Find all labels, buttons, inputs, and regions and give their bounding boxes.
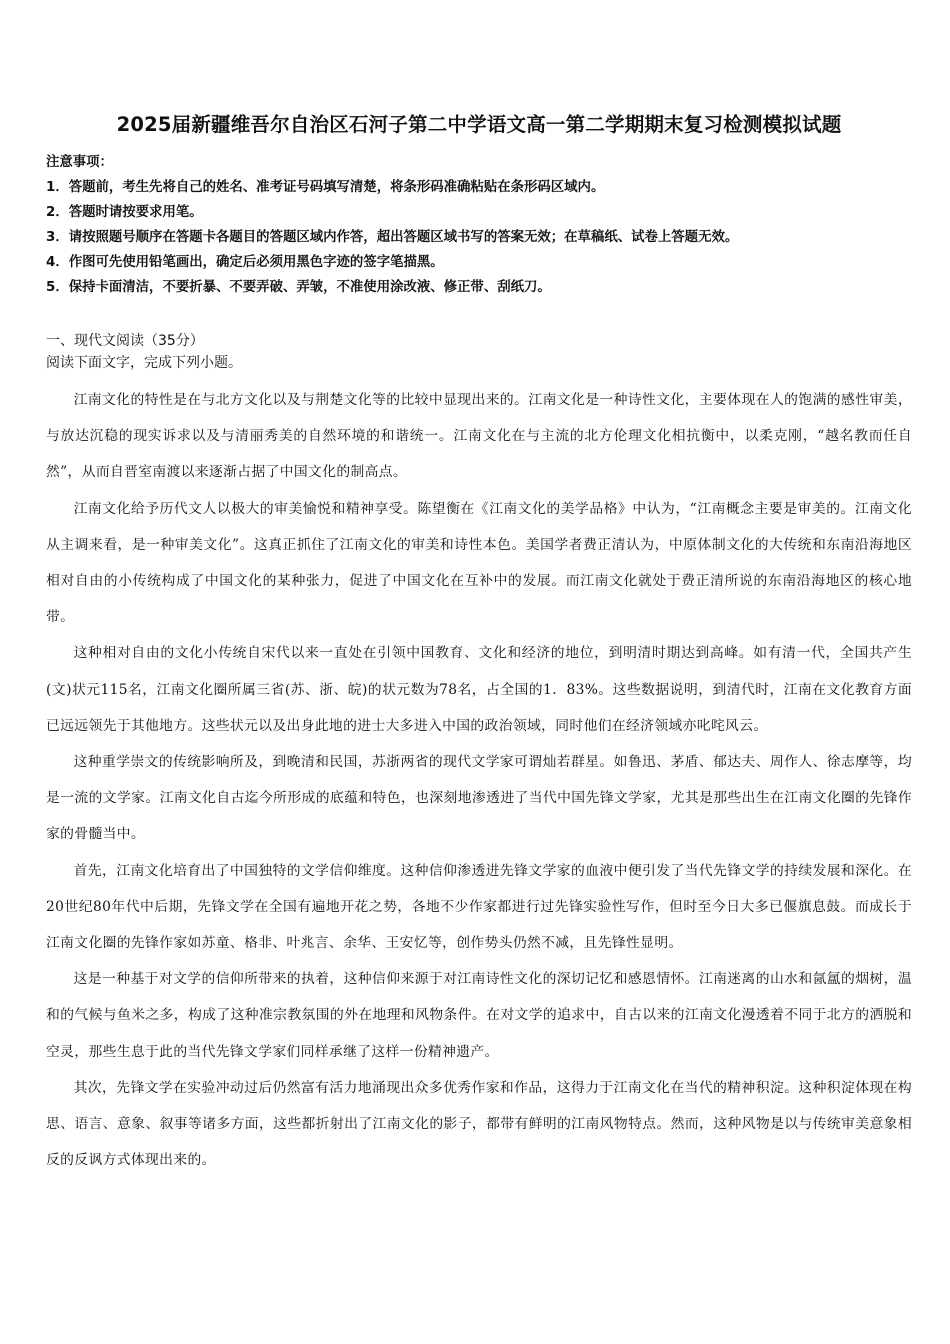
notice-item: 2．答题时请按要求用笔。 <box>46 205 203 220</box>
passage-paragraph: 这种重学崇文的传统影响所及，到晚清和民国，苏浙两省的现代文学家可谓灿若群星。如鲁迅、茅盾、郁达夫、周作人、徐志摩等，均是一流的文学家。江南文化自古迄今所形成的底蕴和特色，也深刻地渗透进了当代中国先锋文学家，尤其是那些出生在江南文化圈的先锋作家的骨髓当中。 <box>46 754 912 843</box>
section-heading: 一、现代文阅读（35分） <box>46 333 204 349</box>
passage-paragraph: 这是一种基于对文学的信仰所带来的执着，这种信仰来源于对江南诗性文化的深切记忆和感恩情怀。江南迷离的山水和氤氲的烟树，温和的气候与鱼米之多，构成了这种准宗教氛围的外在地理和风物条件。在对文学的追求中，自古以来的江南文化漫透着不同于北方的洒脱和空灵，那些生息于此的当代先锋文学家们同样承继了这样一份精神遗产。 <box>46 971 912 1060</box>
reading-passage <box>46 382 912 1178</box>
passage-paragraph: 江南文化的特性是在与北方文化以及与荆楚文化等的比较中显现出来的。江南文化是一种诗性文化，主要体现在人的饱满的感性审美，与放达沉稳的现实诉求以及与清丽秀美的自然环境的和谐统一。江南文化在与主流的北方伦理文化相抗衡中，以柔克刚，“越名教而任自然”，从而自晋室南渡以来逐渐占据了中国文化的制高点。 <box>46 392 912 481</box>
passage-paragraph: 这种相对自由的文化小传统自宋代以来一直处在引领中国教育、文化和经济的地位，到明清时期达到高峰。如有清一代，全国共产生(文)状元115名，江南文化圈所属三省(苏、浙、皖)的状元数为78名，占全国的1．83%。这些数据说明，到清代时，江南在文化教育方面已远远领先于其他地方。这些状元以及出身此地的进士大多进入中国的政治领域，同时他们在经济领域亦叱咤风云。 <box>46 645 912 734</box>
notice-item: 4．作图可先使用铅笔画出，确定后必须用黑色字迹的签字笔描黑。 <box>46 255 444 270</box>
reading-instruction: 阅读下面文字，完成下列小题。 <box>46 355 242 371</box>
notice-item: 5．保持卡面清洁，不要折暴、不要弄破、弄皱，不准使用涂改液、修正带、刮纸刀。 <box>46 280 551 295</box>
notice-heading: 注意事项： <box>46 155 113 170</box>
notice-block <box>46 150 912 300</box>
passage-paragraph: 首先，江南文化培育出了中国独特的文学信仰维度。这种信仰渗透进先锋文学家的血液中便引发了当代先锋文学的持续发展和深化。在20世纪80年代中后期，先锋文学在全国有遍地开花之势，各地不少作家都进行过先锋实验性写作，但时至今日大多已偃旗息鼓。而成长于江南文化圈的先锋作家如苏童、格非、叶兆言、余华、王安忆等，创作势头仍然不减，且先锋性显明。 <box>46 862 912 952</box>
exam-page <box>46 112 912 1178</box>
notice-item: 1．答题前，考生先将自己的姓名、准考证号码填写清楚，将条形码准确粘贴在条形码区域内。 <box>46 180 605 195</box>
exam-title: 2025届新疆维吾尔自治区石河子第二中学语文高一第二学期期末复习检测模拟试题 <box>116 113 842 136</box>
notice-item: 3．请按照题号顺序在答题卡各题目的答题区域内作答，超出答题区域书写的答案无效；在草稿纸、试卷上答题无效。 <box>46 230 739 245</box>
passage-paragraph: 其次，先锋文学在实验冲动过后仍然富有活力地涌现出众多优秀作家和作品，这得力于江南文化在当代的精神积淀。这种积淀体现在构思、语言、意象、叙事等诸多方面，这些都折射出了江南文化的影子，都带有鲜明的江南风物特点。然而，这种风物是以与传统审美意象相反的反讽方式体现出来的。 <box>46 1079 912 1169</box>
passage-paragraph: 江南文化给予历代文人以极大的审美愉悦和精神享受。陈望衡在《江南文化的美学品格》中认为，“江南概念主要是审美的。江南文化从主调来看，是一种审美文化”。这真正抓住了江南文化的审美和诗性本色。美国学者费正清认为，中原体制文化的大传统和东南沿海地区相对自由的小传统构成了中国文化的某种张力，促进了中国文化在互补中的发展。而江南文化就处于费正清所说的东南沿海地区的核心地带。 <box>46 500 912 626</box>
